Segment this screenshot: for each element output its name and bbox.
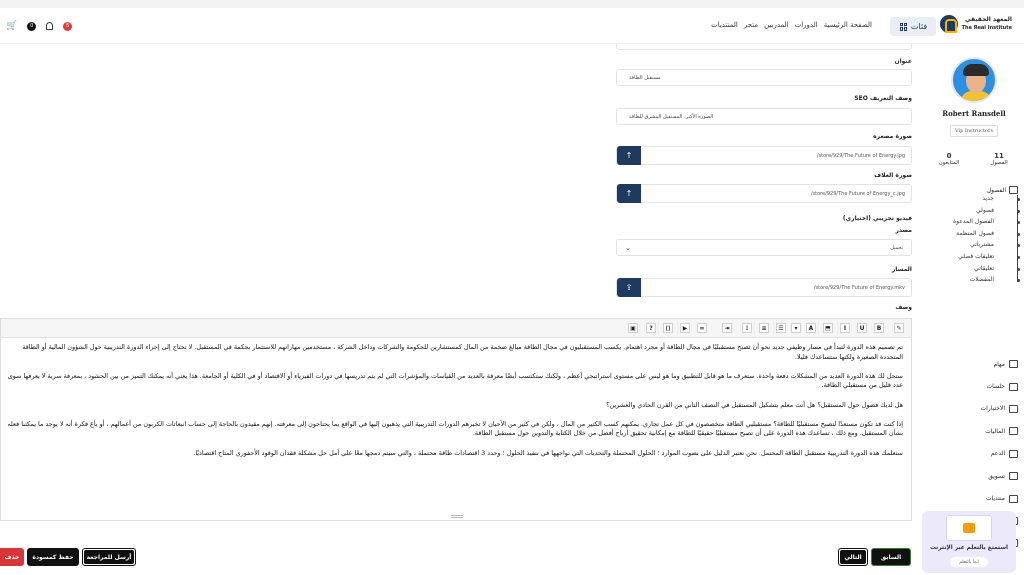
courses-submenu xyxy=(912,195,1024,288)
chevron-down-icon[interactable]: ▾ xyxy=(791,323,801,333)
video-icon xyxy=(1009,383,1018,391)
forum-icon xyxy=(1009,495,1018,503)
notification-badge[interactable]: 5 xyxy=(63,22,72,31)
ordered-list-icon[interactable]: ⋮ xyxy=(744,324,750,332)
stat-followers xyxy=(932,152,966,166)
logo-text-ar: المعهد الحقيقي xyxy=(964,16,1012,23)
unordered-list-icon[interactable]: ≡ xyxy=(759,323,769,333)
seo-input[interactable]: الصورة الأكبر: المستقبل المشرق للطاقة xyxy=(616,108,912,125)
previous-field-edge xyxy=(616,44,912,50)
list-icon[interactable]: ☰ xyxy=(776,323,786,333)
sidebar-item-financial[interactable] xyxy=(912,420,1024,442)
upload-cover-button[interactable]: ↑ xyxy=(617,184,641,203)
title-input[interactable]: مستقبل الطاقة xyxy=(616,69,912,86)
sidebar-item-support[interactable] xyxy=(912,443,1024,465)
underline-button[interactable]: U xyxy=(857,323,867,333)
thumbnail-label: صورة مصغره xyxy=(873,133,912,140)
upload-video-button[interactable]: ⇪ xyxy=(617,278,641,297)
promo-illustration xyxy=(946,515,992,541)
thumbnail-path[interactable]: /store/929/The Future of Energy.jpg xyxy=(816,152,905,159)
sidebar-menu-courses xyxy=(912,185,1024,288)
upload-thumbnail-button[interactable]: ↑ xyxy=(617,146,641,165)
send-for-review-label: أرسل للمراجعة xyxy=(84,550,134,564)
editor-paragraph: ستحل لك هذه الدورة العديد من المشكلات دفعة واحدة. ستعرف ما هو قابل للتطبيق وما هو ليس على مستوى استراتيجي أعظم ، ولكنك ستكتسب أيضًا معرفة بالعديد من القياسات والمؤشرات التي لم يتم تدريسها في دورات الفيزياء أو الاقتصاد أو في الكلية أو الجامعة. هذا يعني أنه يمكنك التميز من بين الحشود ، بمعرفة سرية لا يعرفها سوى عدد قليل من مستقبلي الطاقة. xyxy=(7,371,903,390)
header xyxy=(0,8,1024,44)
submenu-item-course-comments[interactable]: تعليقات فصلي xyxy=(912,253,1008,265)
user-badge: Vip Instructors xyxy=(950,125,998,137)
source-label: مصدر xyxy=(895,227,912,234)
sidebar-item-label: تسويق xyxy=(988,472,1005,480)
source-value: تحميل xyxy=(890,244,903,251)
delete-button[interactable]: حذف xyxy=(0,548,24,566)
stat-courses xyxy=(984,152,1014,166)
send-for-review-button[interactable] xyxy=(82,548,136,566)
top-strip xyxy=(0,0,1024,8)
bold-button[interactable]: B xyxy=(874,323,884,333)
font-color-button[interactable]: A xyxy=(806,323,816,333)
sidebar-item-forums[interactable] xyxy=(912,487,1024,509)
editor-paragraph: إذا كنت قد تكون مستعدًا لتصبح مستقبليًا للطاقة؟ مستقبليي الطاقة متخصصون في كل عمل تجاري. يمكنهم كسب الكثير من المال ، ولكن في كثير من الأحيان لا تخبرهم الدورات التدريبية التي يذهبون إليها في الواقع بما يحتاجون إلى معرفته. إنهم مقيدون بالحاجة إلى حساب انبعاثات الكربون من أعمالهم ، أو بأغ فكرة أنه لا يوجد ما يمكننا فعله بشأن المستقبل. ومع ذلك ، تساعدك هذه الدورة على أن تصبح مستقبليًا حقيقيًا للطاقة مع إمكانية تحقيق أرباح أفضل من خلال الكتابة والتدوين حول مستقبل الطاقة. xyxy=(7,419,903,438)
video-path[interactable]: /store/929/The Future of Energy.mkv xyxy=(813,284,905,291)
stat-courses-count: 11 xyxy=(994,152,1004,160)
video-path-field xyxy=(616,278,912,297)
chevron-down-icon: ⌄ xyxy=(625,243,631,252)
sidebar-item-marketing[interactable] xyxy=(912,465,1024,487)
path-label: المسار xyxy=(891,266,912,273)
categories-label: فئات xyxy=(910,22,928,31)
sidebar-item-quizzes[interactable] xyxy=(912,398,1024,420)
editor-paragraph: تم تصميم هذه الدورة لتبدأ في مسار وظيفي جديد نحو أن تصبح مستقبليًا في مجال الطاقة أو مجرد اهتمام. يكسب المستقبليون في مجال الطاقة مبالغ ضخمة من المال كمستشارين للحكومة والشركات وداخل الشركة ، مستخدمين مهاراتهم للاستثمار بحكمة في المستقبل. لا تحتاج إلى إجراء الدورة التدريبية حول الشؤون المالية أو الطاقة المتجددة الصغيرة ولكنها ستساعدك قليلا. xyxy=(22,343,903,361)
italic-button[interactable]: I xyxy=(840,323,850,333)
submenu-item-purchases[interactable]: مشترياتي xyxy=(912,241,1008,253)
cover-path[interactable]: /store/929/The Future of Energy_c.jpg xyxy=(810,190,905,197)
stat-followers-count: 0 xyxy=(946,152,952,160)
stat-courses-label: الفصول xyxy=(990,160,1008,166)
sidebar-item-label: جلسات xyxy=(986,383,1005,391)
submenu-item-my-courses[interactable]: فصولي xyxy=(912,207,1008,219)
nav-courses[interactable]: الدورات xyxy=(794,21,818,29)
logo-text-en: The Real Institute xyxy=(961,25,1012,31)
submenu-item-favorites[interactable]: المفضلات xyxy=(912,276,1008,288)
nav-home[interactable]: الصفحة الرئيسية xyxy=(823,21,872,29)
sidebar-item-label: منتديات xyxy=(985,495,1005,503)
description-editor[interactable] xyxy=(0,318,912,521)
editor-toolbar xyxy=(1,319,911,338)
editor-content[interactable] xyxy=(7,343,903,468)
link-icon[interactable]: ∞ xyxy=(697,323,707,333)
nav-store[interactable]: متجر xyxy=(743,21,759,29)
stat-followers-label: المتابعون xyxy=(938,160,960,166)
main-nav xyxy=(711,21,872,29)
thumbnail-field xyxy=(616,146,912,165)
sidebar-item-label: الاختبارات xyxy=(980,405,1005,413)
editor-paragraph: هل لديك فضول حول المستقبل؟ هل أنت معلم بتشكيل المستقبل في النصف الثاني من القرن الحادي والعشرين؟ xyxy=(606,400,903,409)
resize-handle[interactable] xyxy=(451,515,463,518)
submenu-item-organization[interactable]: فصول المنظمة xyxy=(912,230,1008,242)
indent-icon[interactable]: ⇥ xyxy=(722,323,732,333)
quiz-icon xyxy=(1009,405,1018,413)
seo-label: وصف التعريف SEO xyxy=(854,95,912,102)
sidebar-item-label: الفصول xyxy=(986,186,1006,194)
description-label: وصف xyxy=(895,304,912,311)
sidebar-item-meetings[interactable] xyxy=(912,375,1024,397)
magic-icon[interactable]: ✎ xyxy=(894,323,904,333)
pen-icon xyxy=(1009,360,1018,368)
book-icon xyxy=(1009,186,1018,194)
sidebar-item-label: مهام xyxy=(993,360,1005,368)
cover-field xyxy=(616,184,912,203)
submenu-item-new[interactable]: جديد xyxy=(912,195,1008,207)
promo-title: استمتع بالتعلم عبر الإنترنت xyxy=(929,545,1009,551)
cart-count-badge: 0 xyxy=(27,22,36,31)
save-draft-button[interactable]: حفظ كمسودة xyxy=(27,548,79,566)
editor-paragraph: ستعلمك هذه الدورة التدريبية مستقبل الطاقة المحتمل. نحن نعتبر الدليل على نضوب الموارد ؛ الحلول المحتملة والتحديات التي نواجهها في تنفيذ الحلول ؛ وحدد 3 اقتصادات طاقة محتملة ، والتي سيتم دمجها معًا على أمل حل مشكلة فقدان الوقود الأحفوري المتاح اقتصاديًا. xyxy=(193,448,903,457)
video-icon[interactable]: ▶ xyxy=(680,323,690,333)
sidebar-item-assignments[interactable] xyxy=(912,353,1024,375)
sidebar-item-label: الدعم xyxy=(990,450,1005,458)
promo-button[interactable]: ابدأ بالتعلم xyxy=(950,557,988,567)
bell-icon[interactable] xyxy=(46,22,53,30)
megaphone-icon xyxy=(1009,472,1018,480)
submenu-item-invited[interactable]: الفصول المدعوة xyxy=(912,218,1008,230)
title-label: عنوان xyxy=(894,58,912,65)
block-style-icon[interactable]: ⬒ xyxy=(823,323,833,333)
money-icon xyxy=(1009,427,1018,435)
code-icon[interactable]: ⟨⟩ xyxy=(663,323,673,333)
logo[interactable] xyxy=(940,15,1012,33)
header-tools xyxy=(6,21,72,31)
categories-button[interactable] xyxy=(890,17,936,36)
sidebar xyxy=(912,45,1024,575)
source-select[interactable] xyxy=(616,239,912,256)
sidebar-item-label: الماليات xyxy=(985,427,1005,435)
promo-card xyxy=(922,511,1016,573)
submenu-item-my-comments[interactable]: تعليقاتي xyxy=(912,265,1008,277)
grid-icon xyxy=(899,23,907,31)
support-icon xyxy=(1009,450,1018,458)
cart-icon[interactable]: 🛒 xyxy=(6,21,18,31)
sidebar-item-courses[interactable] xyxy=(912,185,1024,195)
nav-forums[interactable]: المنتديات xyxy=(711,21,738,29)
image-icon[interactable]: ▣ xyxy=(628,323,638,333)
video-label: فيديو تجريبي (اختياري) xyxy=(842,215,912,222)
previous-button[interactable]: السابق xyxy=(871,548,911,566)
logo-icon xyxy=(940,15,958,33)
next-button[interactable] xyxy=(838,548,868,566)
nav-instructors[interactable]: المدربين xyxy=(764,21,789,29)
next-button-label: التالي xyxy=(840,550,866,564)
help-icon[interactable]: ? xyxy=(646,323,656,333)
user-name: Robert Ransdell xyxy=(942,109,1006,118)
avatar[interactable] xyxy=(951,57,997,103)
cover-label: صورة الغلاف xyxy=(874,172,912,179)
